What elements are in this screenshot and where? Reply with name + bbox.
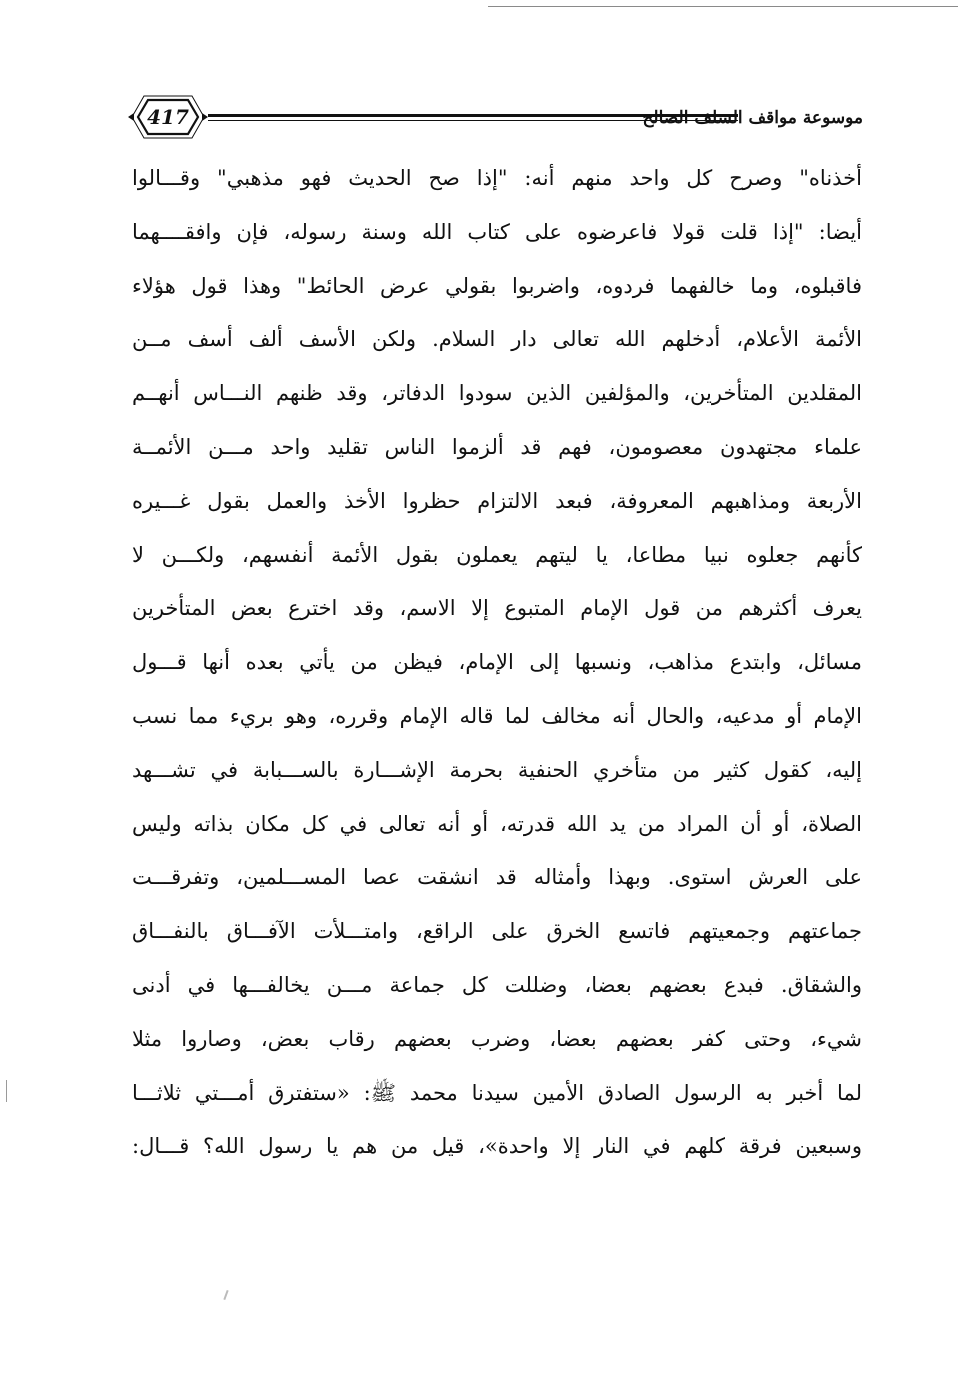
text-line: المقلدين المتأخرين، والمؤلفين الذين سودوا الدفاتر، وقد ظنهم النـــاس أنهــم <box>132 381 862 406</box>
scan-artifact <box>223 1290 228 1300</box>
top-edge-rule <box>488 6 958 7</box>
text-line: فاقبلوه، وما خالفهما فردوه، واضربوا بقولي عرض الحائط" وهذا قول هؤلاء <box>132 273 862 298</box>
text-line: وسبعين فرقة كلهم في النار إلا واحدة»، قيل من هم يا رسول الله؟ قـــال: <box>132 1134 862 1159</box>
text-line: علماء مجتهدون معصومون، فهم قد ألزموا الناس تقليد واحد مـــن الأئمــة <box>132 434 862 459</box>
text-line: الأربعة ومذاهبهم المعروفة، فبعد الالتزام حظروا الأخذ والعمل بقول غـــيره <box>132 488 862 513</box>
scan-artifact <box>6 1080 7 1102</box>
text-line: أيضا: "إذا قلت قولا فاعرضوه على كتاب الله وسنة رسوله، فإن وافقــــهما <box>132 219 862 244</box>
text-line: الأئمة الأعلام، أدخلهم الله تعالى دار السلام. ولكن الأسف ألف أسف مــن <box>132 327 862 352</box>
text-line: لما أخبر به الرسول الصادق الأمين سيدنا محمد ﷺ: «ستفترق أمـــتي ثلاثـــا <box>132 1080 862 1105</box>
text-line: الصلاة، أو أن المراد من يد الله قدرته، أو أنه تعالى في كل مكان بذاته وليس <box>132 811 862 836</box>
text-line: كأنهم جعلوه نبيا مطاعا، يا ليتهم يعملون بقول الأئمة أنفسهم، ولكـــن لا <box>132 542 862 567</box>
page-number: 417 <box>147 105 189 129</box>
text-line: يعرف أكثرهم من قول الإمام المتبوع إلا الاسم، وقد اخترع بعض المتأخرين <box>132 596 862 621</box>
text-line: على العرش استوى. وبهذا وأمثاله قد انشقت عصا المســـلمين، وتفرقـــت <box>132 865 862 890</box>
text-line: والشقاق. فبدع بعضهم بعضا، وضللت كل جماعة مـــن يخالفـــها في أدنى <box>132 972 862 997</box>
text-line: جماعتهم وجمعيتهم فاتسع الخرق على الراقع، وامتـــلأت الآفـــاق بالنفـــاق <box>132 919 862 944</box>
running-title: موسوعة مواقف السلف الصالح <box>642 108 863 128</box>
text-line: إليه، كقول كثير من متأخري الحنفية بحرمة الإشـــارة بالســـبابة في تشـــهد <box>132 757 862 782</box>
text-line: أخذناه" وصرح كل واحد منهم أنه: "إذا صح الحديث فهو مذهبي" وقـــالوا <box>132 166 862 190</box>
page-header <box>128 94 863 146</box>
text-line: الإمام أو مدعيه، والحال أنه مخالف لما قاله الإمام وقرره، وهو بريء مما نسب <box>132 703 862 728</box>
text-line: شيء، وحتى كفر بعضهم بعضا، وضرب بعضهم رقاب بعض، وصاروا مثلا <box>132 1026 862 1051</box>
body-text <box>132 152 862 1174</box>
text-line: مسائل، وابتدع مذاهب، ونسبها إلى الإمام، فيظن من يأتي بعده أنها قـــول <box>132 650 862 675</box>
